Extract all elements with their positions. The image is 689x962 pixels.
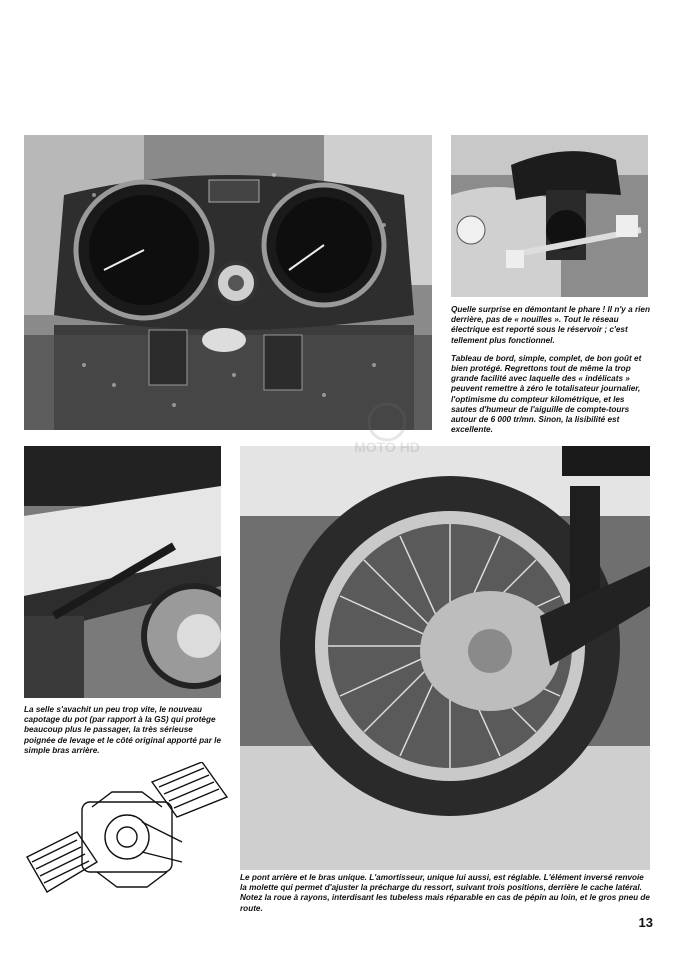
- watermark-text: MOTO HD: [354, 439, 420, 455]
- watermark-logo: [352, 400, 422, 460]
- seat-caption: [24, 705, 224, 764]
- headlight-graphic: [451, 135, 648, 297]
- headlight-caption: [451, 305, 651, 443]
- seat-photo: [24, 446, 221, 698]
- headlight-caption-text: Quelle surprise en démontant le phare ! Il n'y a rien derrière, pas de « nouilles ». Tout le réseau électrique est reporté sous le réservoir ; c'est tellement plus fonctionnel.: [451, 305, 650, 345]
- wheel-caption-text: Le pont arrière et le bras unique. L'amortisseur, unique lui aussi, est réglable. L'élément inversé renvoie la molette qui permet d'ajuster la précharge du ressort, suivant trois positions, derrière le cache latéral. Notez la roue à rayons, interdisant les tubeless mais réparable en cas de pépin au loin, et le gros pneu de route.: [240, 873, 650, 913]
- rear-wheel-graphic: [240, 446, 650, 870]
- rear-wheel-photo: [240, 446, 650, 870]
- dashboard-photo: [24, 135, 432, 430]
- wheel-caption: [240, 873, 650, 922]
- page-number: 13: [638, 915, 653, 930]
- engine-drawing: [22, 762, 232, 912]
- watermark-icon: [352, 400, 422, 460]
- seat-caption-text: La selle s'avachit un peu trop vite, le nouveau capotage du pot (par rapport à la GS) qui protège beaucoup plus le passager, la très sérieuse poignée de levage et le côté original apporté par le simple bras arrière.: [24, 705, 222, 755]
- dashboard-graphic: [24, 135, 432, 430]
- headlight-photo: [451, 135, 648, 297]
- engine-graphic: [22, 762, 232, 912]
- dashboard-caption-text: Tableau de bord, simple, complet, de bon goût et bien protégé. Regrettons tout de même la trop grande facilité avec laquelle des « indélicats » peuvent remettre à zéro le totalisateur journalier, l'optimisme du compteur kilométrique, et les sautes d'humeur de l'aiguille de compte-tours autour de 6 000 tr/mn. Sinon, la lisibilité est excellente.: [451, 353, 642, 435]
- seat-graphic: [24, 446, 221, 698]
